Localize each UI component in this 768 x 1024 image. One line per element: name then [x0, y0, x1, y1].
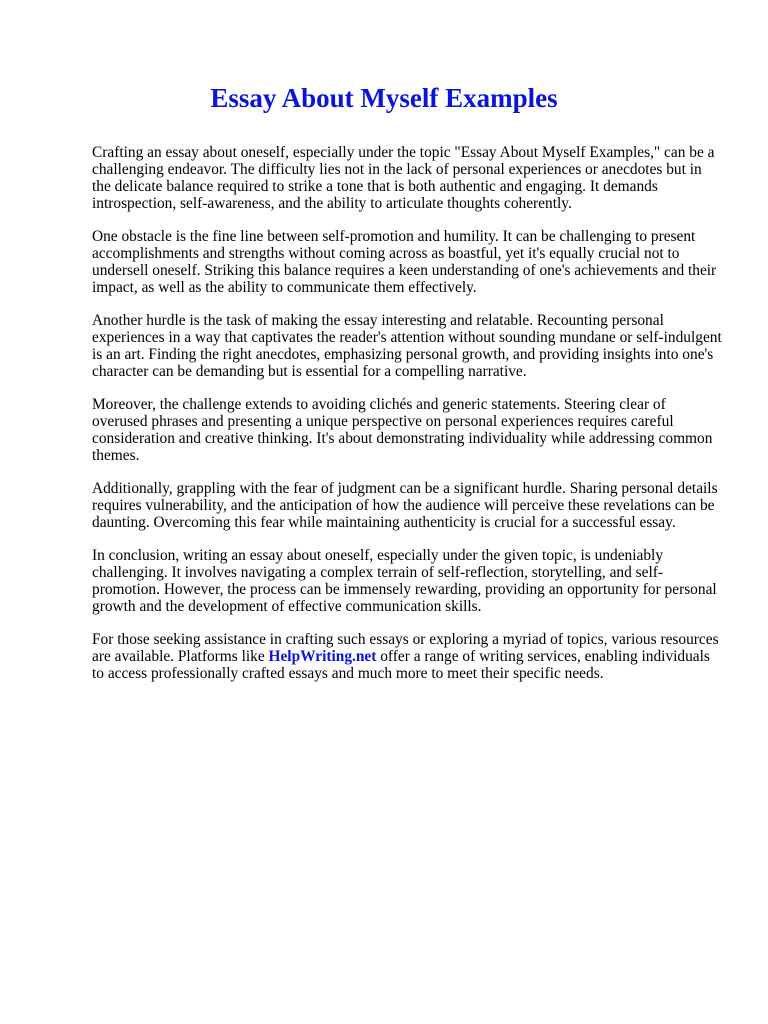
paragraph-7-after-link: offer a range of writing services, enabling individuals to access professionally crafted essays and much more to meet their specific needs.	[92, 648, 710, 682]
helpwriting-link[interactable]: HelpWriting.net	[268, 648, 377, 665]
paragraph-7-before-link: For those seeking assistance in crafting such essays or exploring a myriad of topics, various resources are available. Platforms like	[92, 631, 719, 665]
paragraph-1: Crafting an essay about oneself, especially under the topic "Essay About Myself Examples," can be a challenging endeavor. The difficulty lies not in the lack of personal experiences or anecdotes but in the delicate balance required to strike a tone that is both authentic and engaging. It demands introspection, self-awareness, and the ability to articulate thoughts coherently.	[92, 144, 715, 212]
paragraph-6: In conclusion, writing an essay about oneself, especially under the given topic, is undeniably challenging. It involves navigating a complex terrain of self-reflection, storytelling, and self-promotion. However, the process can be immensely rewarding, providing an opportunity for personal growth and the development of effective communication skills.	[92, 547, 717, 615]
paragraph-7	[92, 631, 722, 682]
essay-body	[92, 144, 722, 682]
paragraph-3: Another hurdle is the task of making the essay interesting and relatable. Recounting personal experiences in a way that captivates the reader's attention without sounding mundane or self-indulgent is an art. Finding the right anecdotes, emphasizing personal growth, and providing insights into one's character can be demanding but is essential for a compelling narrative.	[92, 312, 722, 380]
paragraph-2: One obstacle is the fine line between self-promotion and humility. It can be challenging to present accomplishments and strengths without coming across as boastful, yet it's equally crucial not to undersell oneself. Striking this balance requires a keen understanding of one's achievements and their impact, as well as the ability to communicate them effectively.	[92, 228, 717, 296]
page-title: Essay About Myself Examples	[210, 83, 558, 113]
paragraph-5: Additionally, grappling with the fear of judgment can be a significant hurdle. Sharing personal details requires vulnerability, and the anticipation of how the audience will perceive these revelations can be daunting. Overcoming this fear while maintaining authenticity is crucial for a successful essay.	[92, 480, 718, 531]
paragraph-4: Moreover, the challenge extends to avoiding clichés and generic statements. Steering clear of overused phrases and presenting a unique perspective on personal experiences requires careful consideration and creative thinking. It's about demonstrating individuality while addressing common themes.	[92, 396, 713, 464]
